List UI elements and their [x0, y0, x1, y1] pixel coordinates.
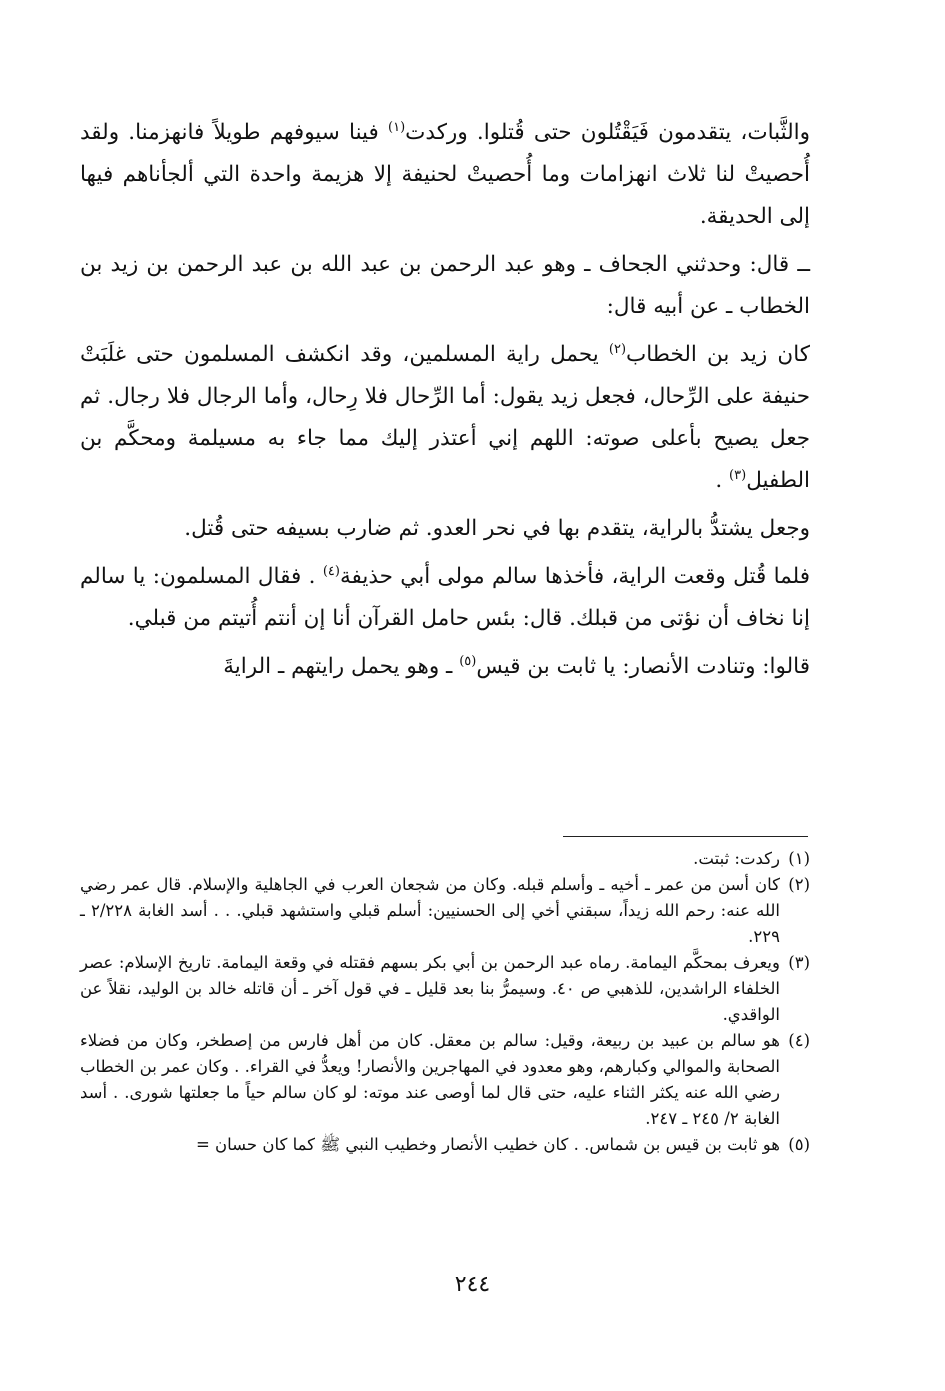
footnote-marker: (٥): [459, 653, 477, 669]
footnote-text: هو سالم بن عبيد بن ربيعة، وقيل: سالم بن معقل. كان من أهل فارس من إصطخر، وكان من فضلاء الصحابة والموالي وكبارهم، وهو معدود في المهاجرين والأنصار! ويعدُّ في القراء. . وكان عمر بن الخطاب رضي الله عنه يكثر الثناء عليه، حتى قال لما أوصى عند موته: لو كان سالم حياً ما جعلتها شورى. . أسد الغابة ٢/ ٢٤٥ ـ ٢٤٧.: [80, 1031, 780, 1128]
footnote-marker: (٢): [608, 341, 627, 357]
paragraph-text: . فقال المسلمون: يا سالم إنا نخاف أن نؤتى من قبلك. قال: بئس حامل القرآن أنا إن أنتم أُتيتم من قبلي.: [80, 564, 810, 631]
footnote: [80, 846, 810, 872]
footnote-number: (٢): [788, 875, 810, 894]
body-paragraph: [80, 646, 810, 688]
footnote-number: (١): [788, 849, 810, 868]
footnote-separator: [563, 836, 808, 837]
footnote-marker: (٣): [729, 467, 747, 483]
body-paragraph: [80, 508, 810, 550]
paragraph-text: ــ قال: وحدثني الجحاف ـ وهو عبد الرحمن بن عبد الله بن عبد الرحمن بن زيد بن الخطاب ـ عن أبيه قال:: [80, 252, 810, 319]
paragraph-text: وجعل يشتدُّ بالراية، يتقدم بها في نحر العدو. ثم ضارب بسيفه حتى قُتل.: [184, 516, 810, 541]
main-text: [80, 112, 810, 688]
footnote-text: كان أسن من عمر ـ أخيه ـ وأسلم قبله. وكان من شجعان العرب في الجاهلية والإسلام. قال عمر رضي الله عنه: رحم الله زيداً، سبقني أخي إلى الحسنيين: أسلم قبلي واستشهد قبلي. . . أسد الغابة ٢/٢٢٨ ـ ٢٢٩.: [80, 875, 780, 946]
paragraph-text: .: [715, 468, 730, 493]
footnote-marker: (٤): [322, 563, 340, 579]
paragraph-text: يحمل راية المسلمين، وقد انكشف المسلمون حتى غلَبَتْ حنيفة على الرِّحال، فجعل زيد يقول: أما الرِّحال فلا رِحال، وأما الرجال فلا رجال. ثم جعل يصيح بأعلى صوته: اللهم إني أعتذر إليك مما جاء به مسيلمة ومحكَّم بن الطفيل: [80, 342, 810, 493]
paragraph-text: كان زيد بن الخطاب: [626, 342, 810, 367]
page-number: ٢٤٤: [454, 1272, 491, 1297]
footnotes: [80, 846, 810, 1158]
paragraph-text: فلما قُتل وقعت الراية، فأخذها سالم مولى أبي حذيفة: [339, 564, 810, 589]
footnote: [80, 950, 810, 1028]
footnote-number: (٥): [788, 1135, 810, 1154]
footnote: [80, 872, 810, 950]
body-paragraph: [80, 244, 810, 328]
footnote-number: (٣): [788, 953, 810, 972]
paragraph-text: فينا سيوفهم طويلاً فانهزمنا. ولقد أُحصيتْ لنا ثلاث انهزامات وما أُحصيتْ لحنيفة إلا هزيمة واحدة التي ألجأناهم فيها إلى الحديقة.: [80, 120, 810, 229]
footnote-text: هو ثابت بن قيس بن شماس. . كان خطيب الأنصار وخطيب النبي ﷺ كما كان حسان =: [195, 1135, 780, 1154]
footnote-text: ركدت: ثبتت.: [693, 849, 780, 868]
footnote: [80, 1028, 810, 1132]
footnote-number: (٤): [788, 1031, 810, 1050]
body-paragraph: [80, 556, 810, 640]
paragraph-text: ـ وهو يحمل رايتهم ـ الرايةَ: [223, 654, 460, 679]
footnote-marker: (١): [388, 119, 406, 135]
footnote: [80, 1132, 810, 1158]
body-paragraph: [80, 112, 810, 238]
paragraph-text: قالوا: وتنادت الأنصار: يا ثابت بن قيس: [476, 654, 810, 679]
body-paragraph: [80, 334, 810, 502]
paragraph-text: والثَّبات، يتقدمون فَيَقْتُلون حتى قُتلوا. وركدت: [405, 120, 811, 145]
footnote-text: ويعرف بمحكَّم اليمامة. رماه عبد الرحمن بن أبي بكر بسهم فقتله في وقعة اليمامة. تاريخ الإسلام: عصر الخلفاء الراشدين، للذهبي ص ٤٠. وسيمرُّ بنا بعد قليل ـ في قول آخر ـ أن قاتله خالد بن الوليد، نقلاً عن الواقدي.: [80, 953, 780, 1024]
